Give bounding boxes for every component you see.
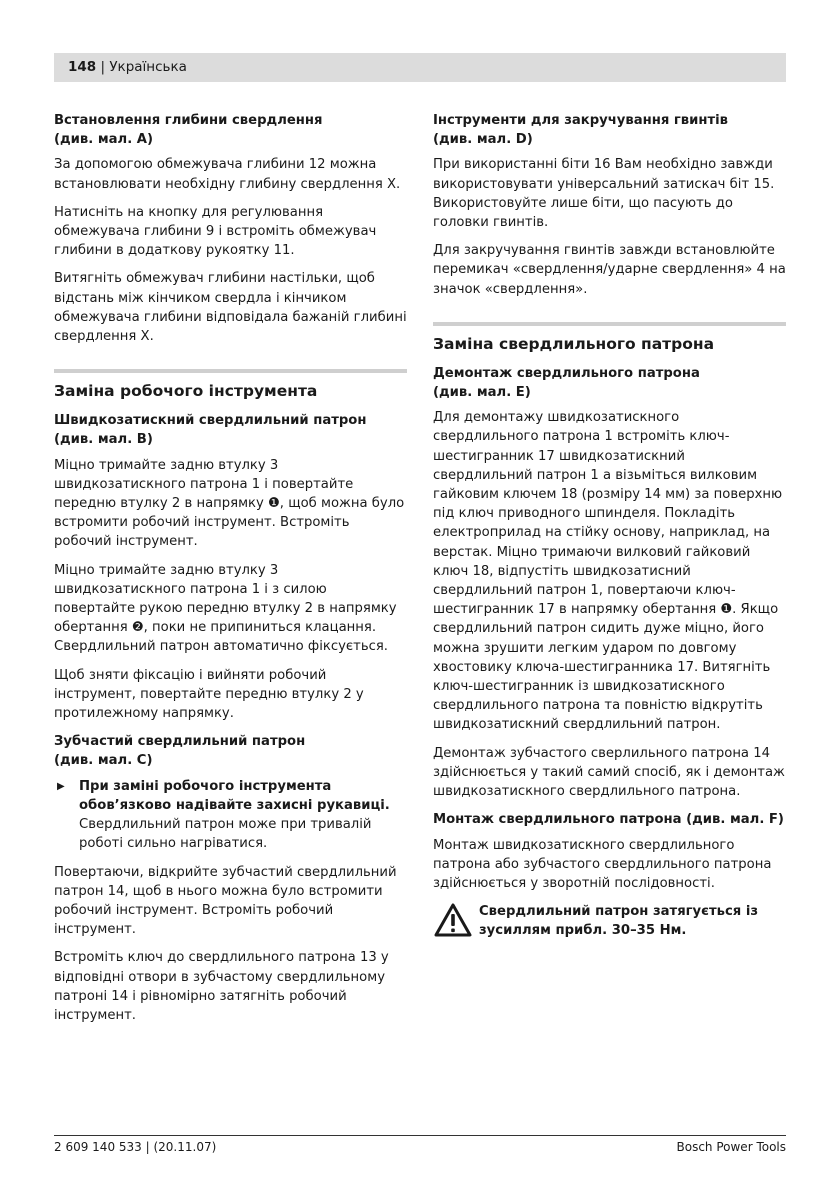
warning-triangle-icon — [433, 902, 473, 938]
section-depth-ref: (див. мал. A) — [54, 132, 154, 148]
page-number: 148 — [68, 59, 97, 75]
chuck-removal-ref: (див. мал. E) — [433, 385, 531, 401]
paragraph: Витягніть обмежувач глибини настільки, щоб відстань між кінчиком свердла і кінчиком обмежувача глибини відповідала бажаній глибині свердлення X. — [54, 271, 407, 345]
keyless-chuck-title-text: Швидкозатискний свердлильний патрон — [54, 413, 367, 429]
screwdriving-ref: (див. мал. D) — [433, 132, 533, 148]
section-depth-title — [54, 111, 407, 149]
torque-warning-text: Свердлильний патрон затягується із зусиллям прибл. 30–35 Нм. — [479, 904, 759, 939]
safety-bullet-body — [79, 777, 407, 854]
screwdriving-title-text: Інструменти для закручування гвинтів — [433, 113, 729, 128]
torque-warning — [433, 902, 786, 940]
paragraph: Міцно тримайте задню втулку 3 швидкозатискного патрона 1 і повертайте передню втулку 2 в напрямку ❶, щоб можна було встромити робочий інструмент. Встроміть робочий інструмент. — [54, 457, 405, 550]
section-heading-tool-change: Заміна робочого інструмента — [54, 369, 407, 401]
paragraph: Монтаж швидкозатискного свердлильного патрона або зубчастого свердлильного патрона здійснюється у зворотній послідовності. — [433, 837, 772, 891]
footer-doc-number: 2 609 140 533 | (20.11.07) — [54, 1140, 217, 1154]
keyless-chuck-ref: (див. мал. B) — [54, 432, 153, 448]
subsection-chuck-removal-title — [433, 364, 786, 402]
paragraph: Міцно тримайте задню втулку 3 швидкозатискного патрона 1 і з силою повертайте рукою передню втулку 2 в напрямку обертання ❷, поки не припиниться клацання. Свердлильний патрон автоматично фіксується. — [54, 562, 397, 655]
paragraph: Повертаючи, відкрийте зубчастий свердлильний патрон 14, щоб в нього можна було встромити робочий інструмент. Встроміть робочий інструмент. — [54, 864, 397, 938]
section-screwdriving-title — [433, 111, 786, 149]
left-column — [54, 111, 407, 1034]
header-separator: | — [96, 59, 110, 75]
right-column — [433, 111, 786, 941]
paragraph: Для демонтажу швидкозатискного свердлильного патрона 1 встроміть ключ-шестигранник 17 швидкозатискний свердлильний патрон 1 а візьміться вилковим гайковим ключем 18 (розміру 14 мм) за поверхню під ключ приводного шпинделя. Покладіть електроприлад на стійку основу, наприклад, на верстак. Міцно тримаючи вилковий гайковий ключ 18, відпустіть швидкозатисний свердлильний патрон 1, повертаючи ключ-шестигранник 17 в напрямку обертання ❶. Якщо свердлильний патрон сидить дуже міцно, його можна зрушити легким ударом по довгому хвостовику ключа-шестигранника 17. Витягніть ключ-шестигранник із швидкозатискного свердлильного патрона та повністю відкрутіть швидкозатискний свердлильний патрон. — [433, 410, 783, 733]
paragraph: Встроміть ключ до свердлильного патрона 13 у відповідні отвори в зубчастому свердлильному патроні 14 і рівномірно затягніть робочий інструмент. — [54, 950, 389, 1023]
paragraph: При використанні біти 16 Вам необхідно завжди використовувати універсальний затискач біт 15. Використовуйте лише біти, що пасують до головки гвинтів. — [433, 157, 775, 231]
safety-bullet — [54, 777, 407, 854]
header-language: Українська — [109, 59, 187, 75]
paragraph: Для закручування гвинтів завжди встановлюйте перемикач «свердлення/ударне свердлення» 4 на значок «свердлення». — [433, 243, 786, 297]
keyed-chuck-ref: (див. мал. C) — [54, 753, 153, 769]
safety-bullet-text: Свердлильний патрон може при тривалій роботі сильно нагріватися. — [79, 817, 372, 852]
triangle-bullet-icon: ▶ — [57, 780, 65, 792]
footer-rule — [54, 1135, 786, 1136]
paragraph: За допомогою обмежувача глибини 12 можна встановлювати необхідну глибину свердлення X. — [54, 157, 401, 192]
chuck-removal-title-text: Демонтаж свердлильного патрона — [433, 365, 700, 381]
safety-bullet-bold: При заміні робочого інструмента обов’язково надівайте захисні рукавиці. — [79, 778, 390, 813]
subsection-chuck-mounting-title: Монтаж свердлильного патрона (див. мал. F) — [433, 812, 784, 828]
keyed-chuck-title-text: Зубчастий свердлильний патрон — [54, 734, 306, 750]
subsection-keyed-chuck-title — [54, 732, 407, 770]
section-depth-title-text: Встановлення глибини свердлення — [54, 113, 323, 128]
paragraph: Демонтаж зубчастого сверлильного патрона 14 здійснюється у такий самий спосіб, як і демонтаж швидкозатискного свердлильного патрона. — [433, 745, 785, 800]
paragraph: Щоб зняти фіксацію і вийняти робочий інструмент, повертайте передню втулку 2 у протилежному напрямку. — [54, 667, 364, 722]
footer-brand: Bosch Power Tools — [676, 1140, 786, 1154]
subsection-keyless-chuck-title — [54, 411, 407, 449]
page-header — [68, 59, 187, 76]
paragraph: Натисніть на кнопку для регулювання обмежувача глибини 9 і встроміть обмежувач глибини в додаткову рукоятку 11. — [54, 204, 377, 259]
section-heading-chuck-change: Заміна свердлильного патрона — [433, 322, 786, 354]
